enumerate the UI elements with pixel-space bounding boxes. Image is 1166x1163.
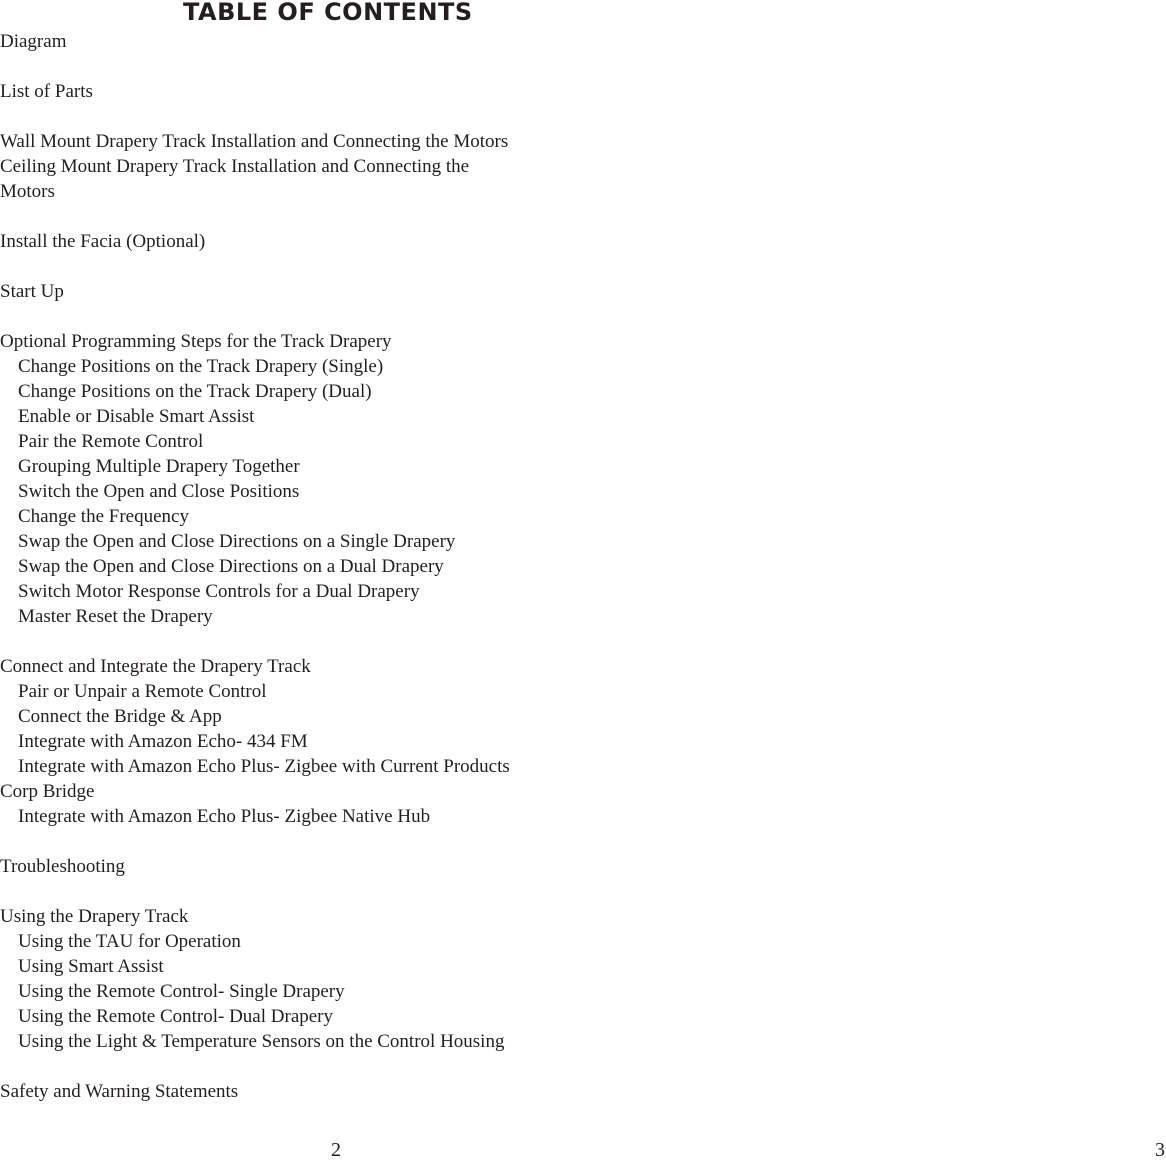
toc-spacer (0, 879, 565, 904)
toc-entry: Troubleshooting (0, 856, 125, 877)
toc-entry: Ceiling Mount Drapery Track Installation and Connecting the (0, 156, 470, 177)
toc-subentry: Connect the Bridge & App (18, 706, 222, 727)
toc-entry: Safety and Warning Statements (0, 1081, 239, 1102)
toc-subentry: Switch Motor Response Controls for a Dual Drapery (18, 581, 420, 602)
toc-subentry: Pair the Remote Control (18, 431, 204, 452)
toc-entry: Start Up (0, 281, 64, 302)
toc-spacer (0, 204, 565, 229)
page-number-right: 3 (1155, 1139, 1165, 1161)
toc-list (0, 29, 565, 1104)
toc-subentry: Using the TAU for Operation (18, 931, 241, 952)
toc-subentry: Swap the Open and Close Directions on a Dual Drapery (18, 556, 444, 577)
toc-subentry: Enable or Disable Smart Assist (18, 406, 255, 427)
toc-subentry: Integrate with Amazon Echo Plus- Zigbee Native Hub (18, 806, 431, 827)
toc-spacer (0, 104, 565, 129)
toc-title: TABLE OF CONTENTS (183, 0, 473, 26)
toc-entry: Connect and Integrate the Drapery Track (0, 656, 311, 677)
toc-subentry: Change the Frequency (18, 506, 189, 527)
toc-subentry: Integrate with Amazon Echo- 434 FM (18, 731, 308, 752)
toc-entry: Install the Facia (Optional) (0, 231, 206, 252)
toc-entry: Motors (0, 181, 55, 202)
toc-entry: Using the Drapery Track (0, 906, 189, 927)
toc-entry: Diagram (0, 31, 67, 52)
toc-entry: List of Parts (0, 81, 93, 102)
toc-entry: Corp Bridge (0, 781, 95, 802)
toc-subentry: Switch the Open and Close Positions (18, 481, 300, 502)
toc-spacer (0, 304, 565, 329)
toc-subentry: Change Positions on the Track Drapery (Dual) (18, 381, 372, 402)
toc-subentry: Using the Light & Temperature Sensors on the Control Housing (18, 1031, 505, 1052)
toc-entry: Wall Mount Drapery Track Installation and Connecting the Motors (0, 131, 509, 152)
toc-spacer (0, 1054, 565, 1079)
toc-spacer (0, 629, 565, 654)
toc-subentry: Master Reset the Drapery (18, 606, 213, 627)
toc-subentry: Grouping Multiple Drapery Together (18, 456, 300, 477)
toc-spacer (0, 254, 565, 279)
toc-subentry: Using the Remote Control- Dual Drapery (18, 1006, 334, 1027)
toc-subentry: Integrate with Amazon Echo Plus- Zigbee with Current Products (18, 756, 510, 777)
toc-subentry: Using the Remote Control- Single Drapery (18, 981, 345, 1002)
toc-subentry: Pair or Unpair a Remote Control (18, 681, 267, 702)
page-number-left: 2 (331, 1139, 341, 1161)
toc-subentry: Change Positions on the Track Drapery (Single) (18, 356, 384, 377)
toc-entry: Optional Programming Steps for the Track Drapery (0, 331, 392, 352)
toc-spacer (0, 829, 565, 854)
toc-subentry: Using Smart Assist (18, 956, 164, 977)
toc-subentry: Swap the Open and Close Directions on a Single Drapery (18, 531, 456, 552)
toc-spacer (0, 54, 565, 79)
